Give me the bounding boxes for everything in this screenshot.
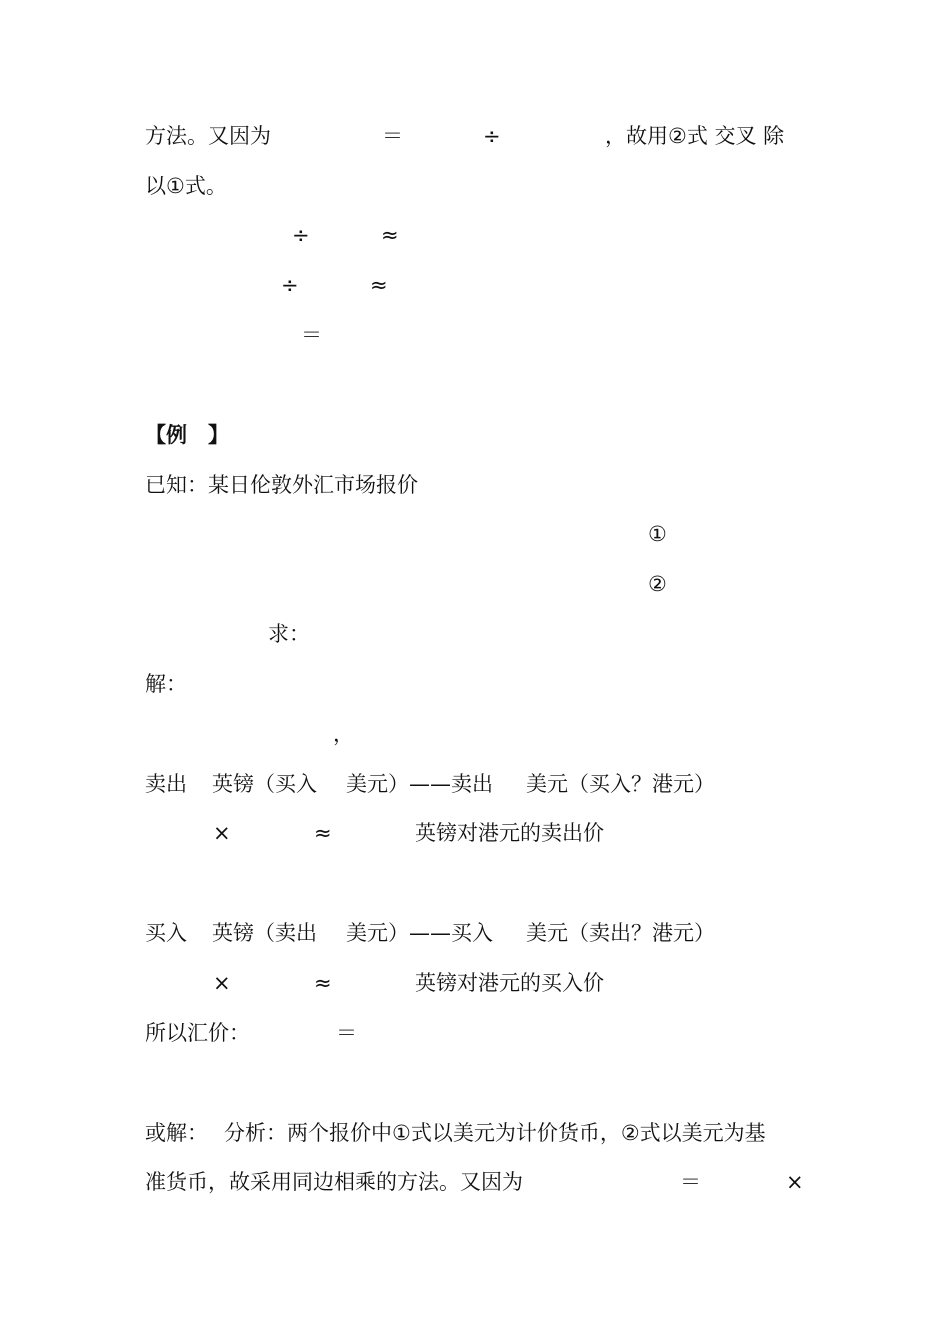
given-text: 已知：某日伦敦外汇市场报价 — [145, 473, 418, 497]
divide-sign: ÷ — [281, 273, 299, 297]
divide-sign: ÷ — [292, 223, 310, 247]
usd-sell-hkd: 美元（卖出？港元） — [526, 921, 715, 945]
divide-sign: ÷ — [483, 124, 501, 148]
usd-sell: 美元）——卖出 — [346, 772, 493, 796]
usd-buy-hkd: 美元（买入？港元） — [526, 772, 715, 796]
marker-2: ② — [648, 572, 667, 596]
approx-sign: ≈ — [314, 971, 332, 995]
analysis-continued: 准货币，故采用同边相乘的方法。又因为 — [145, 1170, 523, 1194]
text-method-because: 方法。又因为 — [145, 124, 271, 148]
approx-sign: ≈ — [381, 223, 399, 247]
buy-label: 买入 — [145, 921, 187, 945]
buy-rate-text: 英镑对港元的买入价 — [415, 971, 604, 995]
equals-sign: ＝ — [301, 323, 322, 347]
approx-sign: ≈ — [370, 273, 388, 297]
pound-buy: 英镑（买入 — [212, 772, 317, 796]
text-cross-divide: ，故用②式 交叉 除 — [605, 124, 785, 148]
equals-sign: ＝ — [680, 1170, 701, 1194]
comma: ， — [333, 722, 354, 746]
equals-sign: ＝ — [382, 124, 403, 148]
solve-label: 解： — [145, 672, 187, 696]
times-sign: × — [213, 971, 231, 995]
usd-buy: 美元）——买入 — [346, 921, 493, 945]
example-bracket: 】 — [208, 423, 229, 447]
sell-label: 卖出 — [145, 772, 187, 796]
times-sign: × — [213, 821, 231, 845]
equals-sign: ＝ — [336, 1021, 357, 1045]
pound-sell: 英镑（卖出 — [212, 921, 317, 945]
analysis-text: 分析：两个报价中①式以美元为计价货币，②式以美元为基 — [224, 1121, 766, 1145]
result-label: 所以汇价： — [145, 1021, 250, 1045]
ask-label: 求： — [268, 622, 310, 646]
approx-sign: ≈ — [314, 821, 332, 845]
text-by-formula-1: 以①式。 — [145, 174, 227, 198]
marker-1: ① — [648, 522, 667, 546]
sell-rate-text: 英镑对港元的卖出价 — [415, 821, 604, 845]
alt-solve-label: 或解： — [145, 1121, 208, 1145]
times-sign: × — [786, 1170, 804, 1194]
example-label: 【例 — [145, 423, 187, 447]
